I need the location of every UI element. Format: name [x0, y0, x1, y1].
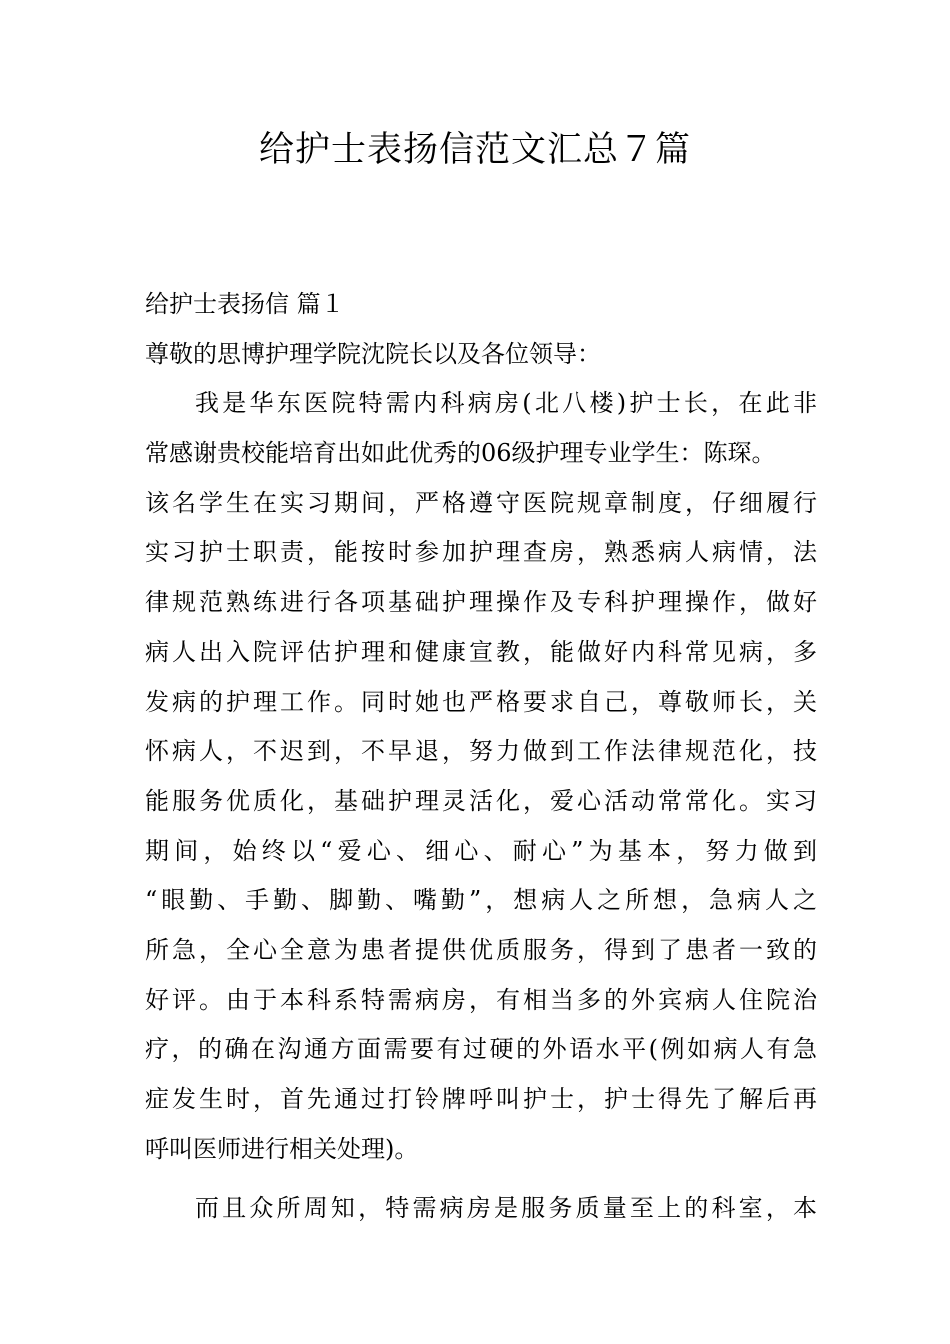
paragraph-line: 实习护士职责，能按时参加护理查房，熟悉病人病情，法	[145, 538, 817, 567]
paragraph-line: 常感谢贵校能培育出如此优秀的06级护理专业学生：陈琛。	[145, 439, 776, 468]
paragraph-line: 症发生时，首先通过打铃牌呼叫护士，护士得先了解后再	[145, 1085, 817, 1113]
paragraph-line: 律规范熟练进行各项基础护理操作及专科护理操作，做好	[145, 588, 817, 617]
paragraph-line: 能服务优质化，基础护理灵活化，爱心活动常常化。实习	[145, 786, 817, 815]
paragraph-line: “眼勤、手勤、脚勤、嘴勤”，想病人之所想，急病人之	[145, 886, 817, 915]
paragraph-line: 病人出入院评估护理和健康宣教，能做好内科常见病，多	[145, 637, 817, 666]
paragraph-line: 期间，始终以“爱心、细心、耐心”为基本，努力做到	[145, 836, 817, 865]
document-title: 给护士表扬信范文汇总７篇	[258, 130, 691, 170]
document-body	[145, 280, 817, 1234]
paragraph-2	[145, 1184, 817, 1234]
paragraph-line: 好评。由于本科系特需病房，有相当多的外宾病人住院治	[145, 985, 817, 1014]
section-heading: 给护士表扬信 篇１	[145, 290, 345, 318]
paragraph-line: 而且众所周知，特需病房是服务质量至上的科室，本	[195, 1194, 817, 1223]
paragraph-line: 发病的护理工作。同时她也严格要求自己，尊敬师长，关	[145, 687, 817, 716]
paragraph-1	[145, 379, 817, 1174]
paragraph-gap	[145, 1174, 817, 1184]
paragraph-line: 疗，的确在沟通方面需要有过硬的外语水平(例如病人有急	[145, 1035, 817, 1064]
salutation: 尊敬的思博护理学院沈院长以及各位领导：	[145, 339, 601, 368]
paragraph-line: 怀病人，不迟到，不早退，努力做到工作法律规范化，技	[145, 737, 817, 766]
paragraph-line: 我是华东医院特需内科病房(北八楼)护士长，在此非	[195, 389, 817, 418]
paragraph-line: 该名学生在实习期间，严格遵守医院规章制度，仔细履行	[145, 488, 817, 517]
paragraph-line: 所急，全心全意为患者提供优质服务，得到了患者一致的	[145, 935, 817, 964]
paragraph-line: 呼叫医师进行相关处理)。	[145, 1134, 419, 1163]
